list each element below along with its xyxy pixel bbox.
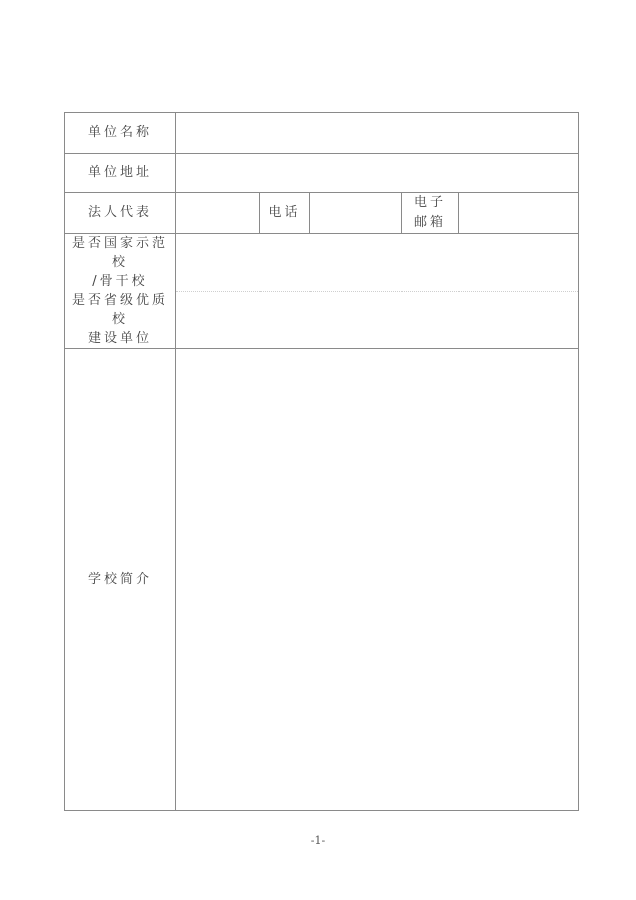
unit-address-label: 单位地址 — [65, 154, 176, 193]
legal-rep-field[interactable] — [176, 193, 260, 234]
registration-form-table — [64, 112, 579, 811]
national-model-label-line2: /骨干校 — [92, 274, 148, 289]
legal-rep-label: 法人代表 — [65, 193, 176, 234]
provincial-quality-label-line2: 建设单位 — [87, 331, 152, 346]
unit-name-field[interactable] — [176, 113, 579, 154]
provincial-quality-label — [65, 291, 176, 349]
national-model-label-line1: 是否国家示范校 — [71, 236, 168, 270]
school-intro-field[interactable] — [176, 349, 579, 811]
row-legal-rep — [65, 193, 579, 234]
provincial-quality-field[interactable] — [176, 291, 579, 349]
provincial-quality-label-line1: 是否省级优质校 — [71, 293, 168, 327]
national-model-field[interactable] — [176, 234, 579, 292]
row-unit-address — [65, 154, 579, 193]
email-field[interactable] — [459, 193, 579, 234]
row-provincial-quality — [65, 291, 579, 349]
national-model-label — [65, 234, 176, 292]
phone-field[interactable] — [310, 193, 402, 234]
email-label-line1: 电子 — [413, 195, 446, 210]
phone-label: 电话 — [260, 193, 310, 234]
unit-name-label: 单位名称 — [65, 113, 176, 154]
email-label-line2: 邮箱 — [413, 215, 446, 230]
row-unit-name — [65, 113, 579, 154]
row-school-intro — [65, 349, 579, 811]
page-number: -1- — [310, 834, 326, 847]
row-national-model — [65, 234, 579, 292]
unit-address-field[interactable] — [176, 154, 579, 193]
email-label — [402, 193, 459, 234]
school-intro-label: 学校简介 — [65, 349, 176, 811]
